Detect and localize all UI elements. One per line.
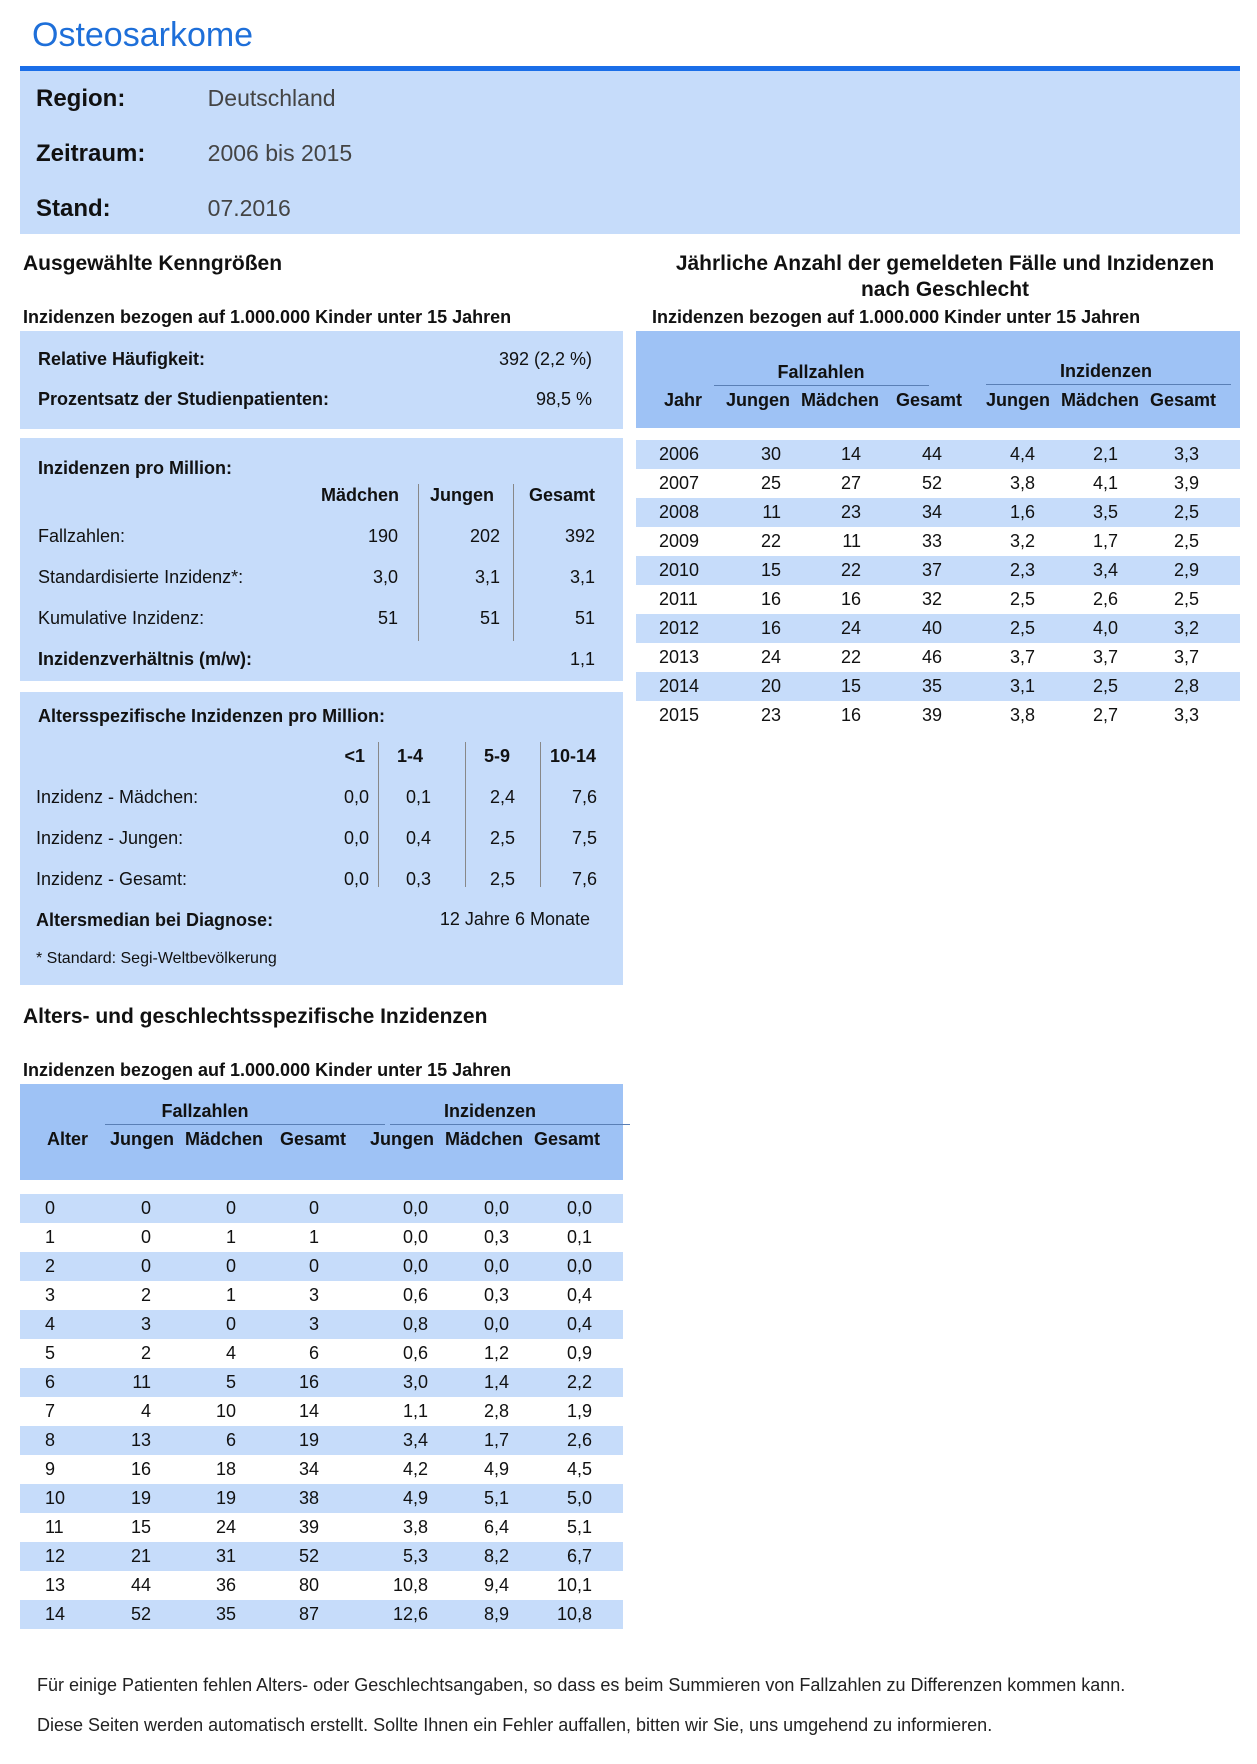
table-cell: 3,8 [1009,705,1035,725]
table-cell: 0,8 [402,1314,428,1334]
table-cell: 5,3 [402,1546,428,1566]
age-col: 5-9 [483,746,510,766]
column-divider [378,742,379,887]
period-value: 2006 bis 2015 [207,140,353,166]
annual-heading-line1: Jährliche Anzahl der gemeldeten Fälle und Inzidenzen [675,252,1215,275]
table-cell: 0 [140,1227,151,1247]
age-value: 2,4 [489,787,515,807]
table-cell: 24 [760,647,781,667]
table-cell: 11 [842,531,861,551]
row-key: 2006 [659,444,700,464]
footer-note-2: Diese Seiten werden automatisch erstellt. Sollte Ihnen ein Fehler auffallen, bitten wir Sie, uns umgehend zu informieren. [37,1715,993,1735]
table-cell: 0,9 [566,1343,592,1363]
per-million-value: 51 [479,608,500,628]
table-cell: 2,6 [1092,589,1118,609]
per-million-value: 51 [377,608,398,628]
table-row [20,1397,623,1426]
status-value: 07.2016 [207,195,291,221]
table-cell: 2,5 [1009,618,1035,638]
age-value: 2,5 [489,828,515,848]
table-cell: 3 [140,1314,151,1334]
table-cell: 16 [298,1372,319,1392]
table-cell: 30 [760,444,781,464]
period-row [36,140,352,168]
table-cell: 52 [921,473,942,493]
table-row [20,1571,623,1600]
row-key: 14 [45,1604,66,1624]
table-row [20,1455,623,1484]
table-cell: 1,2 [483,1343,509,1363]
table-cell: 14 [840,444,861,464]
row-key: 2010 [659,560,700,580]
table-row [20,1600,623,1629]
table-cell: 52 [298,1546,319,1566]
table-cell: 2,5 [1092,676,1118,696]
age-sex-col: Mädchen [445,1129,524,1149]
table-cell: 23 [840,502,861,522]
table-row [20,1281,623,1310]
table-cell: 32 [921,589,942,609]
table-cell: 0,0 [483,1198,509,1218]
age-sex-col-age: Alter [47,1129,89,1149]
table-cell: 80 [298,1575,319,1595]
region-value: Deutschland [207,85,336,111]
table-cell: 19 [130,1488,151,1508]
column-divider [540,742,541,887]
table-cell: 3,3 [1173,444,1199,464]
table-cell: 4,0 [1092,618,1118,638]
table-row [636,614,1240,643]
table-row [20,1223,623,1252]
table-cell: 3,3 [1173,705,1199,725]
table-cell: 0,4 [566,1285,592,1305]
table-cell: 2,5 [1173,589,1199,609]
table-cell: 5,1 [483,1488,509,1508]
table-row [20,1426,623,1455]
annual-col: Jungen [986,390,1051,410]
age-sex-table-header [20,1084,623,1180]
table-cell: 10,8 [392,1575,428,1595]
annual-col: Gesamt [1150,390,1217,410]
row-key: 0 [45,1198,56,1218]
table-row [636,701,1240,730]
table-row [20,1542,623,1571]
per-million-value: 392 [564,526,595,546]
median-label: Altersmedian bei Diagnose: [36,910,274,930]
table-cell: 1,1 [402,1401,428,1421]
table-cell: 3,8 [402,1517,428,1537]
table-cell: 0,6 [402,1285,428,1305]
age-sex-col: Gesamt [280,1129,347,1149]
age-specific-panel [20,692,623,985]
table-cell: 1,6 [1009,502,1035,522]
table-cell: 2,8 [483,1401,509,1421]
per-million-heading: Inzidenzen pro Million: [38,458,232,478]
table-cell: 22 [840,647,861,667]
table-cell: 16 [760,618,781,638]
age-value: 0,4 [405,828,431,848]
row-key: 2 [45,1256,56,1276]
column-divider [513,484,514,641]
table-cell: 4,5 [566,1459,592,1479]
table-row [636,527,1240,556]
table-cell: 0 [225,1314,236,1334]
per-million-panel [20,438,623,681]
per-million-value: 3,1 [474,567,500,587]
table-row [20,1310,623,1339]
table-cell: 6 [225,1430,236,1450]
table-cell: 6,7 [566,1546,592,1566]
table-cell: 22 [760,531,781,551]
row-key: 2014 [659,676,700,696]
table-cell: 34 [921,502,942,522]
table-cell: 0,0 [566,1198,592,1218]
table-cell: 14 [298,1401,319,1421]
table-cell: 0 [225,1198,236,1218]
table-cell: 3,4 [1092,560,1118,580]
row-key: 11 [45,1517,64,1537]
footnote: * Standard: Segi-Weltbevölkerung [36,950,277,967]
table-cell: 2,1 [1092,444,1118,464]
age-sex-col: Jungen [370,1129,435,1149]
table-cell: 35 [921,676,942,696]
footer-note-1: Für einige Patienten fehlen Alters- oder Geschlechtsangaben, so dass es beim Summieren von Fallzahlen zu Differenzen kommen kann. [37,1675,1126,1695]
table-cell: 5,1 [566,1517,592,1537]
age-value: 2,5 [489,869,515,889]
table-cell: 2,5 [1173,531,1199,551]
column-divider [465,742,466,887]
table-cell: 34 [298,1459,319,1479]
table-cell: 2 [140,1285,151,1305]
header-divider [714,385,929,386]
table-cell: 37 [921,560,942,580]
table-cell: 38 [298,1488,319,1508]
row-key: 2009 [659,531,700,551]
table-cell: 3 [308,1314,319,1334]
per-million-row-label: Fallzahlen: [38,526,126,546]
annual-col-year: Jahr [664,390,703,410]
table-cell: 22 [840,560,861,580]
table-cell: 0 [225,1256,236,1276]
age-sex-col: Gesamt [534,1129,601,1149]
table-cell: 10 [215,1401,236,1421]
per-million-col-girls: Mädchen [320,485,399,505]
region-label: Region: [36,85,126,112]
table-row [636,498,1240,527]
row-key: 7 [45,1401,56,1421]
table-cell: 35 [215,1604,236,1624]
table-cell: 12,6 [392,1604,428,1624]
age-value: 0,1 [405,787,431,807]
age-sex-group-inz: Inzidenzen [443,1101,536,1121]
table-row [636,556,1240,585]
table-cell: 3,2 [1173,618,1199,638]
table-cell: 2,7 [1092,705,1118,725]
period-label: Zeitraum: [36,140,146,167]
row-key: 8 [45,1430,56,1450]
annual-group-inz: Inzidenzen [1059,361,1152,381]
age-sex-subheading: Inzidenzen bezogen auf 1.000.000 Kinder unter 15 Jahren [23,1060,512,1080]
table-cell: 3,2 [1009,531,1035,551]
age-value: 7,6 [571,787,597,807]
annual-col: Mädchen [801,390,880,410]
table-cell: 0,0 [402,1198,428,1218]
per-million-col-boys: Jungen [429,485,494,505]
header-divider [105,1124,385,1125]
age-specific-heading: Altersspezifische Inzidenzen pro Million: [38,706,386,726]
table-cell: 0,3 [483,1285,509,1305]
study-value: 98,5 % [535,389,592,409]
row-key: 2007 [659,473,700,493]
table-cell: 3,5 [1092,502,1118,522]
per-million-value: 190 [367,526,398,546]
table-cell: 3,1 [1009,676,1035,696]
row-key: 10 [45,1488,66,1508]
table-cell: 8,2 [483,1546,509,1566]
row-key: 12 [45,1546,66,1566]
table-cell: 0,0 [483,1256,509,1276]
table-cell: 2,2 [566,1372,592,1392]
table-cell: 0 [140,1198,151,1218]
table-cell: 27 [840,473,861,493]
table-cell: 0,1 [566,1227,592,1247]
annual-col: Jungen [726,390,791,410]
table-cell: 0,0 [483,1314,509,1334]
table-cell: 8,9 [483,1604,509,1624]
table-cell: 4 [225,1343,236,1363]
table-cell: 10,1 [556,1575,592,1595]
per-million-row-label: Standardisierte Inzidenz*: [38,567,244,587]
table-cell: 39 [921,705,942,725]
table-cell: 4 [140,1401,151,1421]
table-cell: 11 [762,502,781,522]
table-cell: 3,7 [1173,647,1199,667]
age-value: 7,6 [571,869,597,889]
table-row [636,672,1240,701]
table-cell: 18 [215,1459,236,1479]
relative-value: 392 (2,2 %) [498,349,592,369]
table-cell: 6,4 [483,1517,509,1537]
table-cell: 2,8 [1173,676,1199,696]
table-cell: 2,6 [566,1430,592,1450]
table-cell: 20 [760,676,781,696]
row-key: 2013 [659,647,700,667]
kenngroessen-subheading: Inzidenzen bezogen auf 1.000.000 Kinder unter 15 Jahren [23,307,512,327]
table-cell: 3,4 [402,1430,428,1450]
relative-label: Relative Häufigkeit: [38,349,206,369]
table-row [636,585,1240,614]
status-row [36,195,291,223]
table-cell: 1 [225,1227,236,1247]
table-cell: 0,0 [402,1227,428,1247]
table-cell: 19 [298,1430,319,1450]
table-cell: 3,8 [1009,473,1035,493]
table-cell: 40 [921,618,942,638]
row-key: 5 [45,1343,56,1363]
table-cell: 16 [840,589,861,609]
age-sex-heading: Alters- und geschlechtsspezifische Inzidenzen [23,1005,488,1028]
region-row [36,85,336,113]
status-label: Stand: [36,195,111,222]
table-cell: 0 [308,1198,319,1218]
study-label: Prozentsatz der Studienpatienten: [38,389,330,409]
header-divider [390,1124,630,1125]
table-cell: 39 [298,1517,319,1537]
table-cell: 25 [760,473,781,493]
annual-subheading: Inzidenzen bezogen auf 1.000.000 Kinder unter 15 Jahren [652,307,1141,327]
age-value: 0,0 [343,869,369,889]
table-cell: 1,7 [483,1430,509,1450]
table-cell: 36 [215,1575,236,1595]
age-sex-group-fall: Fallzahlen [161,1101,249,1121]
table-row [636,469,1240,498]
table-cell: 23 [760,705,781,725]
table-cell: 3 [308,1285,319,1305]
age-row-label: Inzidenz - Mädchen: [36,787,199,807]
table-row [20,1484,623,1513]
annual-col: Mädchen [1061,390,1140,410]
per-million-value: 3,0 [372,567,398,587]
column-divider [418,484,419,641]
table-cell: 11 [132,1372,151,1392]
age-value: 7,5 [571,828,597,848]
table-cell: 3,7 [1092,647,1118,667]
table-cell: 16 [840,705,861,725]
table-cell: 2,9 [1173,560,1199,580]
age-col: <1 [344,746,365,766]
header-divider [986,384,1231,385]
table-cell: 52 [130,1604,151,1624]
table-cell: 0,0 [402,1256,428,1276]
table-cell: 4,9 [402,1488,428,1508]
table-cell: 31 [215,1546,236,1566]
annual-group-fall: Fallzahlen [777,362,865,382]
age-col: 10-14 [549,746,596,766]
table-row [20,1368,623,1397]
annual-col: Gesamt [896,390,963,410]
row-key: 3 [45,1285,56,1305]
table-cell: 1 [225,1285,236,1305]
table-cell: 0 [140,1256,151,1276]
age-value: 0,3 [405,869,431,889]
table-cell: 15 [840,676,861,696]
table-cell: 0,4 [566,1314,592,1334]
table-cell: 19 [215,1488,236,1508]
table-cell: 1,9 [566,1401,592,1421]
per-million-value: 51 [574,608,595,628]
table-cell: 5,0 [566,1488,592,1508]
table-row [636,440,1240,469]
summary-panel [20,331,623,429]
table-cell: 1,7 [1092,531,1118,551]
annual-heading-line2: nach Geschlecht [860,278,1030,301]
table-cell: 2 [140,1343,151,1363]
table-cell: 24 [840,618,861,638]
table-cell: 3,7 [1009,647,1035,667]
table-row [636,643,1240,672]
per-million-row-label: Kumulative Inzidenz: [38,608,205,628]
table-row [20,1252,623,1281]
table-row [20,1339,623,1368]
row-key: 9 [45,1459,56,1479]
table-cell: 9,4 [483,1575,509,1595]
age-row-label: Inzidenz - Gesamt: [36,869,188,889]
median-value: 12 Jahre 6 Monate [439,909,590,929]
table-cell: 13 [130,1430,151,1450]
table-cell: 4,2 [402,1459,428,1479]
row-key: 2015 [659,705,700,725]
table-cell: 1 [308,1227,319,1247]
age-sex-col: Mädchen [185,1129,264,1149]
table-cell: 44 [130,1575,151,1595]
kenngroessen-heading: Ausgewählte Kenngrößen [23,252,283,275]
age-value: 0,0 [343,787,369,807]
row-key: 2011 [659,589,698,609]
table-cell: 21 [130,1546,151,1566]
table-cell: 16 [760,589,781,609]
table-cell: 0 [308,1256,319,1276]
table-cell: 3,9 [1173,473,1199,493]
table-cell: 46 [921,647,942,667]
row-key: 1 [45,1227,56,1247]
table-cell: 2,5 [1009,589,1035,609]
table-cell: 2,3 [1009,560,1035,580]
table-cell: 4,1 [1092,473,1118,493]
table-cell: 24 [215,1517,236,1537]
age-sex-col: Jungen [110,1129,175,1149]
age-value: 0,0 [343,828,369,848]
meta-box [20,71,1240,234]
table-cell: 2,5 [1173,502,1199,522]
table-row [20,1194,623,1223]
annual-table-header [636,331,1240,428]
table-cell: 4,9 [483,1459,509,1479]
table-row [20,1513,623,1542]
ratio-label: Inzidenzverhältnis (m/w): [38,649,253,669]
table-cell: 44 [921,444,942,464]
table-cell: 87 [298,1604,319,1624]
table-cell: 0,3 [483,1227,509,1247]
table-cell: 0,6 [402,1343,428,1363]
table-cell: 15 [130,1517,151,1537]
table-cell: 3,0 [402,1372,428,1392]
row-key: 6 [45,1372,56,1392]
table-cell: 1,4 [483,1372,509,1392]
row-key: 2008 [659,502,700,522]
age-row-label: Inzidenz - Jungen: [36,828,184,848]
table-cell: 15 [760,560,781,580]
per-million-col-total: Gesamt [528,485,596,505]
per-million-value: 202 [469,526,500,546]
row-key: 4 [45,1314,56,1334]
table-cell: 6 [308,1343,319,1363]
table-cell: 33 [921,531,942,551]
table-cell: 16 [130,1459,151,1479]
table-cell: 0,0 [566,1256,592,1276]
table-cell: 4,4 [1009,444,1035,464]
age-col: 1-4 [396,746,423,766]
table-cell: 10,8 [556,1604,592,1624]
row-key: 13 [45,1575,66,1595]
ratio-value: 1,1 [569,649,595,669]
per-million-value: 3,1 [569,567,595,587]
table-cell: 5 [225,1372,236,1392]
page-title: Osteosarkome [32,16,254,54]
row-key: 2012 [659,618,700,638]
